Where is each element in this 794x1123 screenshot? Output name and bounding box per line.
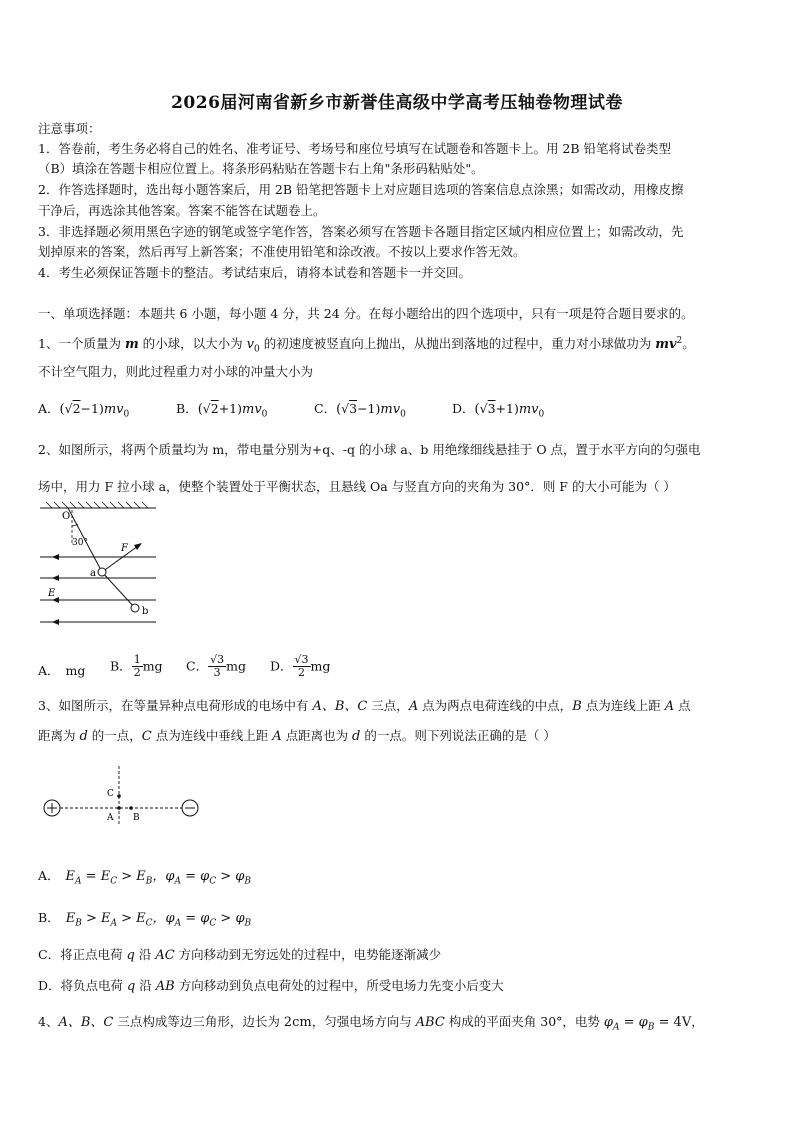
q2-option-a[interactable]: A． mg	[38, 663, 86, 678]
notice-heading: 注意事项：	[38, 121, 101, 136]
q3-option-c[interactable]: C．将正点电荷 q 沿 AC 方向移动到无穷远处的过程中，电势能逐渐减少	[38, 947, 442, 963]
page-title: 2026届河南省新乡市新誉佳高级中学高考压轴卷物理试卷	[171, 93, 623, 113]
ball-b	[131, 604, 139, 612]
q1-option-c[interactable]: C．$(√3-1)mv_0$	[314, 401, 406, 420]
q4-stem-line-1: 4、A、B、C 三点构成等边三角形，边长为 2cm，匀强电场方向与 ABC 构成的平面夹角 30°，电势 $\varphi_A = \varphi_B = 4V$，	[38, 1014, 704, 1033]
q2-option-c[interactable]: C． $\frac{√3}{3}$ mg	[186, 653, 246, 679]
q2-stem-line-2: 场中，用力 F 拉小球 a，使整个装置处于平衡状态，且悬线 Oa 与竖直方向的夹角为 30°．则 F 的大小可能为（ ）	[38, 479, 676, 494]
point-c	[117, 794, 121, 798]
label-a: A	[107, 813, 114, 823]
label-b: B	[133, 813, 140, 823]
notice-line-3: 2．作答选择题时，选出每小题答案后，用 2B 铅笔把答题卡上对应题目选项的答案信息点涂黑；如需改动，用橡皮擦	[38, 182, 684, 197]
q3-option-b[interactable]: B． $E_B > E_A > E_C$，$\varphi_A = \varphi_C > \varphi_B$	[38, 910, 252, 929]
ball-a	[98, 568, 106, 576]
q2-option-d[interactable]: D． $\frac{√3}{2}$ mg	[270, 653, 331, 679]
string-ab	[102, 572, 135, 608]
q2-figure	[38, 500, 168, 630]
force-f-arrow	[102, 546, 138, 572]
notice-line-5: 3．非选择题必须用黑色字迹的钢笔或签字笔作答，答案必须写在答题卡各题目指定区域内相应位置上；如需改动，先	[38, 224, 684, 239]
q1-stem-line-1: 1、一个质量为 m 的小球，以大小为 $v_0$ 的初速度被竖直向上抛出，从抛出到落地的过程中，重力对小球做功为 $mv^2$。	[38, 336, 695, 355]
notice-line-7: 4．考生必须保证答题卡的整洁。考试结束后，请将本试卷和答题卡一并交回。	[38, 265, 471, 280]
label-angle: 30°	[72, 538, 88, 548]
q1-option-d[interactable]: D．$(√3+1)mv_0$	[452, 401, 545, 420]
label-c: C	[107, 789, 114, 799]
q3-option-a[interactable]: A． $E_A = E_C > E_B$，$\varphi_A = \varphi_C > \varphi_B$	[38, 868, 252, 887]
q3-stem-line-2: 距离为 d 的一点，C 点为连线中垂线上距 A 点距离也为 d 的一点。则下列说法正确的是（ ）	[38, 728, 556, 744]
q1-option-b[interactable]: B．$(√2+1)mv_0$	[176, 401, 268, 420]
notice-line-1: 1．答卷前，考生务必将自己的姓名、准考证号、考场号和座位号填写在试题卷和答题卡上。用 2B 铅笔将试卷类型	[38, 141, 672, 156]
label-a: a	[90, 568, 96, 579]
q2-option-b[interactable]: B． $\frac{1}{2}$ mg	[110, 653, 163, 679]
section-heading: 一、单项选择题：本题共 6 小题，每小题 4 分，共 24 分。在每小题给出的四个选项中，只有一项是符合题目要求的。	[38, 306, 694, 321]
label-o: O	[62, 511, 71, 522]
field-lines	[40, 557, 156, 622]
q2-stem-line-1: 2、如图所示，将两个质量均为 m，带电量分别为+q、-q 的小球 a、b 用绝缘细线悬挂于 O 点，置于水平方向的匀强电	[38, 442, 701, 457]
q1-option-a[interactable]: A．$(√2-1)mv_0$	[38, 401, 130, 420]
q1-stem-line-2: 不计空气阻力，则此过程重力对小球的冲量大小为	[38, 364, 314, 379]
notice-line-2: （B）填涂在答题卡相应位置上。将条形码粘贴在答题卡右上角"条形码粘贴处"。	[38, 161, 484, 176]
q3-option-d[interactable]: D．将负点电荷 q 沿 AB 方向移动到负点电荷处的过程中，所受电场力先变小后变大	[38, 978, 504, 994]
point-b	[129, 806, 133, 810]
notice-line-4: 干净后，再选涂其他答案。答案不能答在试题卷上。	[38, 203, 326, 218]
notice-line-6: 划掉原来的答案，然后再写上新答案；不准使用铅笔和涂改液。不按以上要求作答无效。	[38, 244, 526, 259]
q3-figure	[38, 762, 208, 826]
label-e: E	[48, 588, 56, 599]
q3-stem-line-1: 3、如图所示，在等量异种点电荷形成的电场中有 A、B、C 三点，A 点为两点电荷连线的中点，B 点为连线上距 A 点	[38, 698, 691, 714]
point-a	[117, 806, 121, 810]
label-f: F	[121, 543, 128, 554]
label-b: b	[142, 606, 149, 617]
force-f-arrowhead	[134, 543, 142, 550]
ceiling-hatch	[46, 502, 148, 508]
